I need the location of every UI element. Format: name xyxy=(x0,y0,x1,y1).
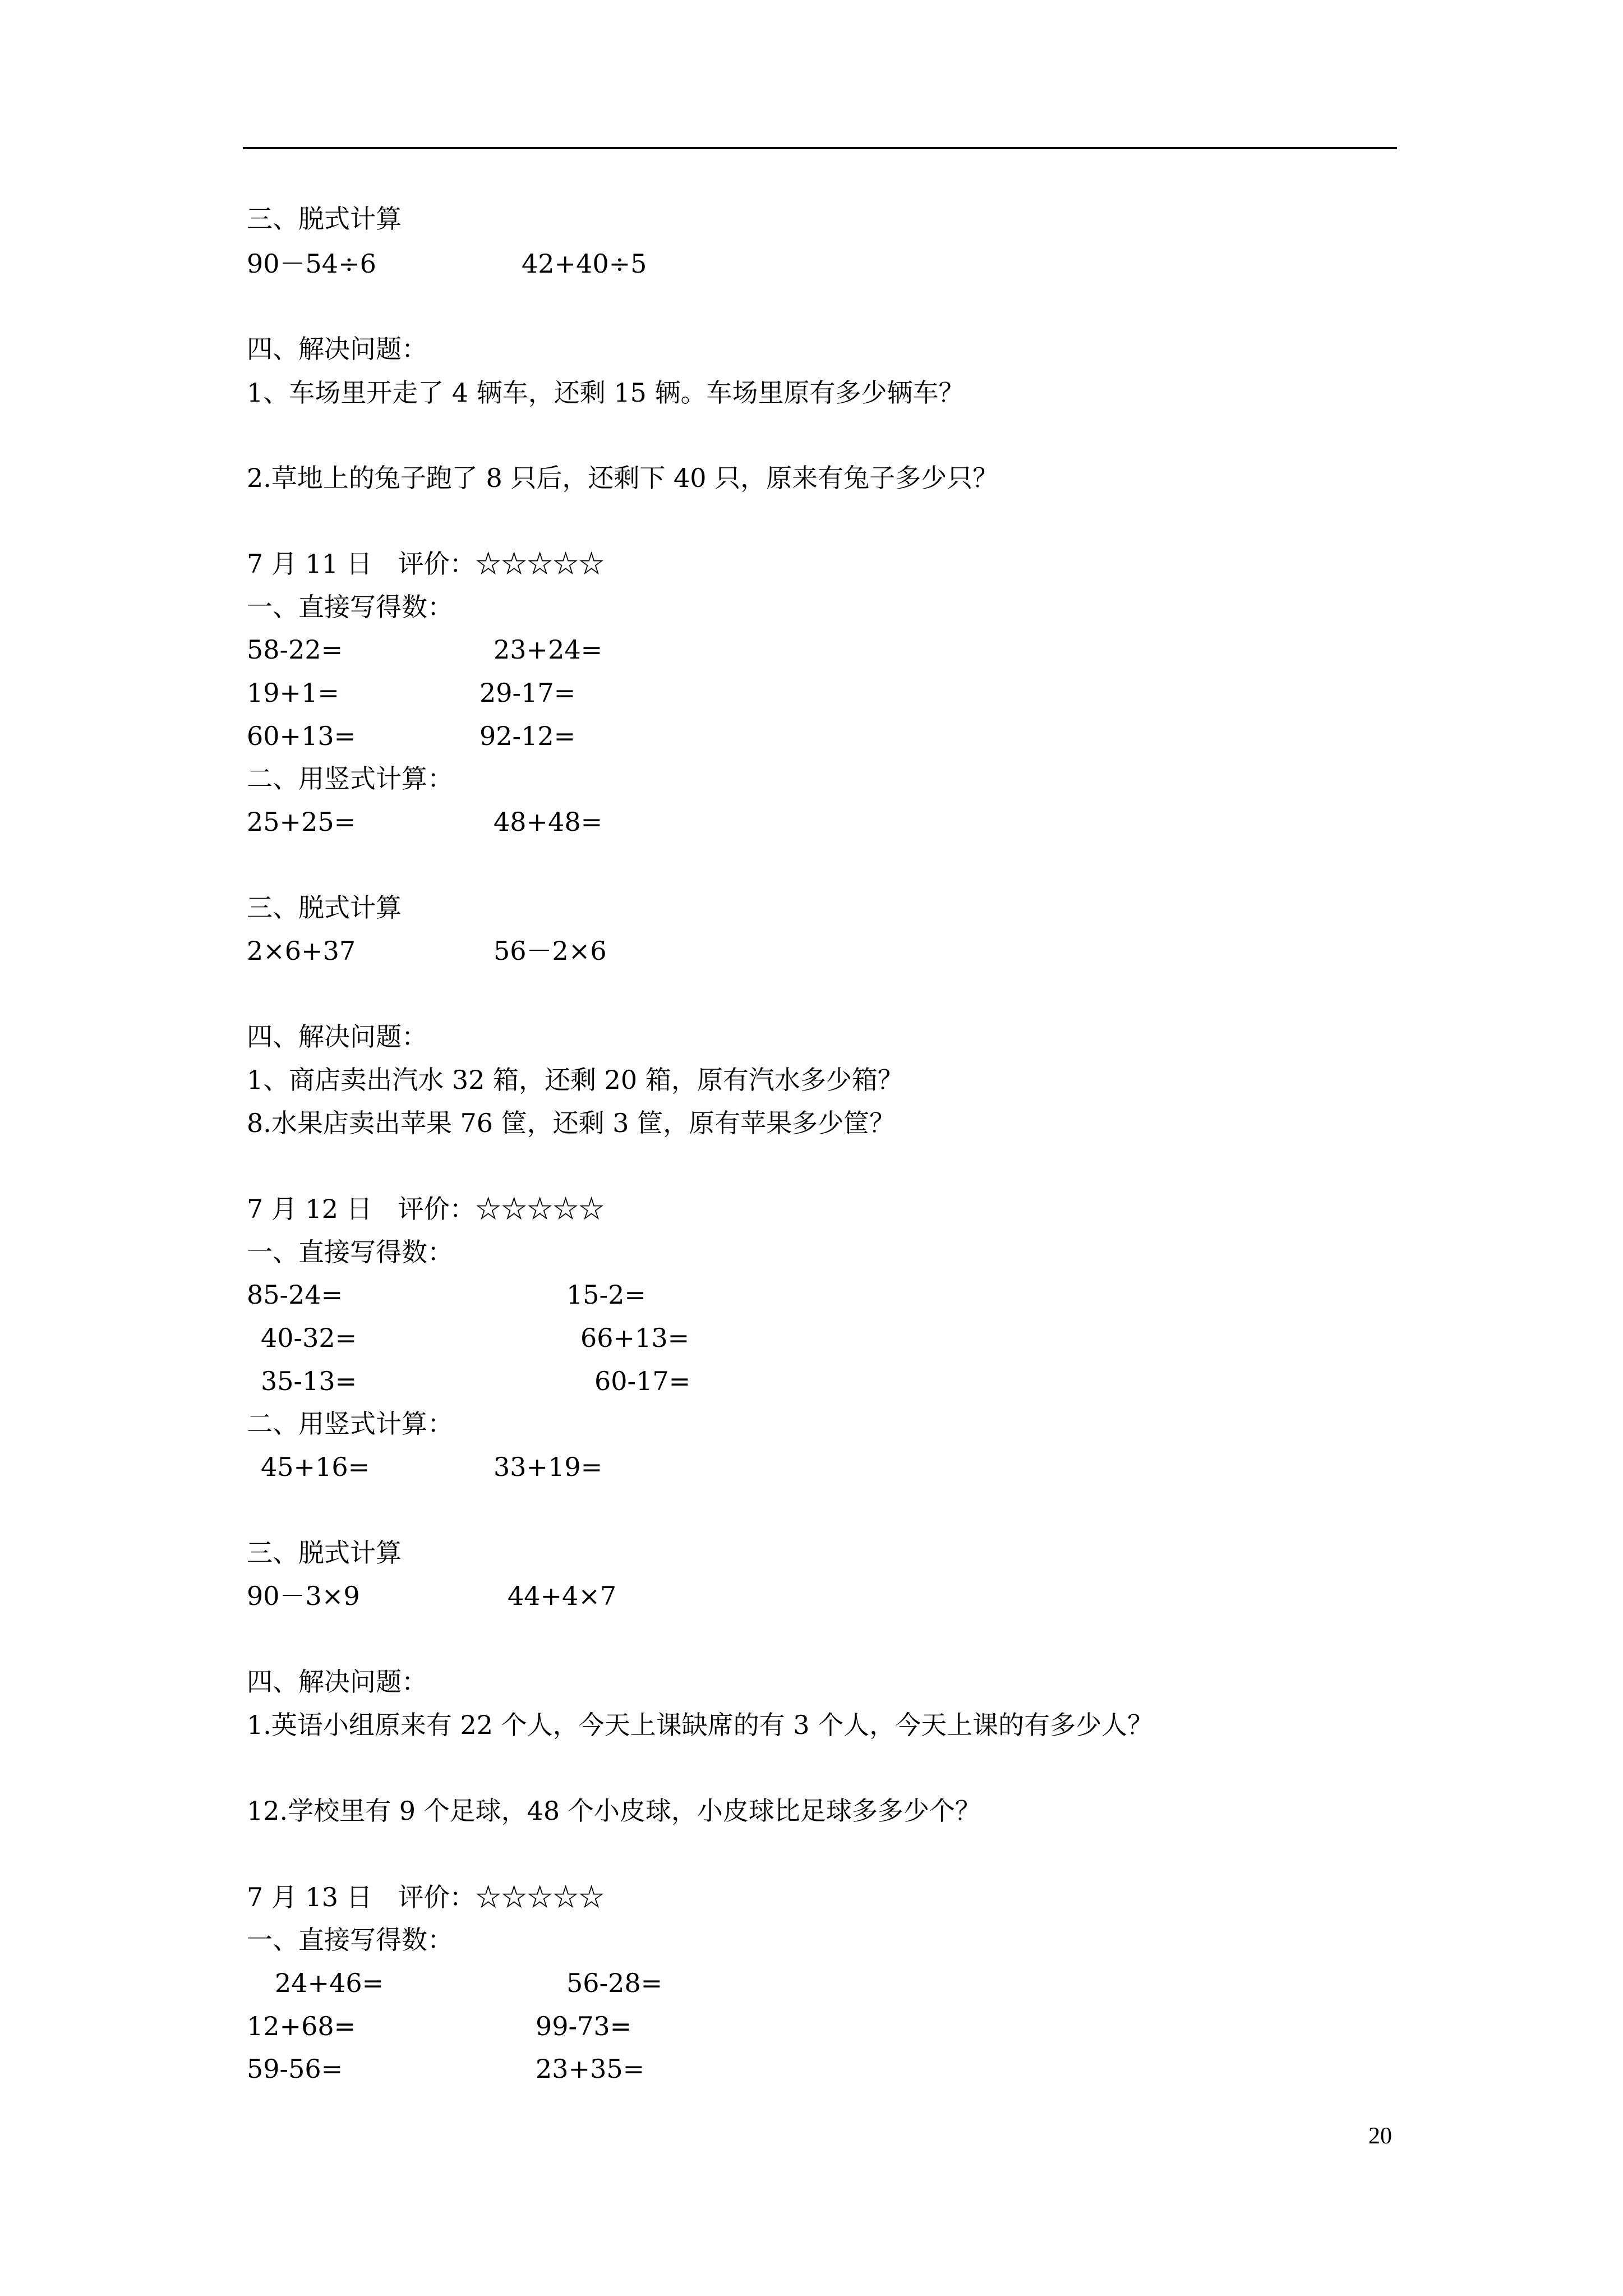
expression: 44+4×7 xyxy=(508,1581,617,1611)
arithmetic-item: 29-17= xyxy=(479,678,576,708)
arithmetic-item: 59-56= xyxy=(247,2054,343,2084)
arithmetic-item: 35-13= xyxy=(261,1366,357,1396)
header-rule xyxy=(243,147,1397,149)
word-problem: 2.草地上的兔子跑了 8 只后，还剩下 40 只，原来有兔子多少只？ xyxy=(247,463,999,493)
arithmetic-item: 40-32= xyxy=(261,1323,357,1353)
section-heading: 一、直接写得数： xyxy=(247,1237,453,1267)
section-heading: 四、解决问题： xyxy=(247,1022,427,1052)
arithmetic-item: 24+46= xyxy=(275,1968,384,1998)
arithmetic-item: 48+48= xyxy=(494,807,603,837)
section-heading: 二、用竖式计算： xyxy=(247,763,453,794)
expression: 2×6+37 xyxy=(247,936,356,966)
section-heading: 三、脱式计算 xyxy=(247,204,402,234)
arithmetic-item: 58-22= xyxy=(247,634,343,665)
arithmetic-item: 23+24= xyxy=(494,634,603,665)
section-heading: 一、直接写得数： xyxy=(247,592,453,622)
arithmetic-item: 60+13= xyxy=(247,721,356,751)
word-problem: 8.水果店卖出苹果 76 筐，还剩 3 筐，原有苹果多少筐？ xyxy=(247,1108,896,1138)
word-problem: 1.英语小组原来有 22 个人，今天上课缺席的有 3 个人，今天上课的有多少人？ xyxy=(247,1710,1154,1740)
arithmetic-item: 25+25= xyxy=(247,807,356,837)
section-heading: 三、脱式计算 xyxy=(247,1538,402,1568)
arithmetic-item: 85-24= xyxy=(247,1280,343,1310)
arithmetic-item: 66+13= xyxy=(580,1323,690,1353)
expression: 56－2×6 xyxy=(494,936,607,966)
arithmetic-item: 92-12= xyxy=(479,721,576,751)
arithmetic-item: 99-73= xyxy=(536,2011,632,2041)
page-number: 20 xyxy=(1368,2123,1392,2149)
expression: 90－3×9 xyxy=(247,1581,360,1611)
day-header: 7 月 11 日 评价：☆☆☆☆☆ xyxy=(247,549,605,579)
section-heading: 三、脱式计算 xyxy=(247,892,402,923)
expression: 42+40÷5 xyxy=(522,249,647,279)
section-heading: 二、用竖式计算： xyxy=(247,1409,453,1439)
day-header: 7 月 13 日 评价：☆☆☆☆☆ xyxy=(247,1882,605,1912)
arithmetic-item: 12+68= xyxy=(247,2011,356,2041)
day-header: 7 月 12 日 评价：☆☆☆☆☆ xyxy=(247,1194,605,1224)
arithmetic-item: 33+19= xyxy=(494,1452,603,1482)
arithmetic-item: 45+16= xyxy=(261,1452,370,1482)
word-problem: 12.学校里有 9 个足球，48 个小皮球，小皮球比足球多多少个？ xyxy=(247,1796,981,1826)
word-problem: 1、车场里开走了 4 辆车，还剩 15 辆。车场里原有多少辆车？ xyxy=(247,378,965,408)
arithmetic-item: 15-2= xyxy=(566,1280,646,1310)
section-heading: 四、解决问题： xyxy=(247,1667,427,1697)
expression: 90－54÷6 xyxy=(247,249,376,279)
section-heading: 四、解决问题： xyxy=(247,334,427,364)
section-heading: 一、直接写得数： xyxy=(247,1925,453,1955)
arithmetic-item: 56-28= xyxy=(566,1968,663,1998)
word-problem: 1、商店卖出汽水 32 箱，还剩 20 箱，原有汽水多少箱？ xyxy=(247,1065,903,1095)
arithmetic-item: 60-17= xyxy=(594,1366,691,1396)
arithmetic-item: 23+35= xyxy=(536,2054,645,2084)
arithmetic-item: 19+1= xyxy=(247,678,339,708)
